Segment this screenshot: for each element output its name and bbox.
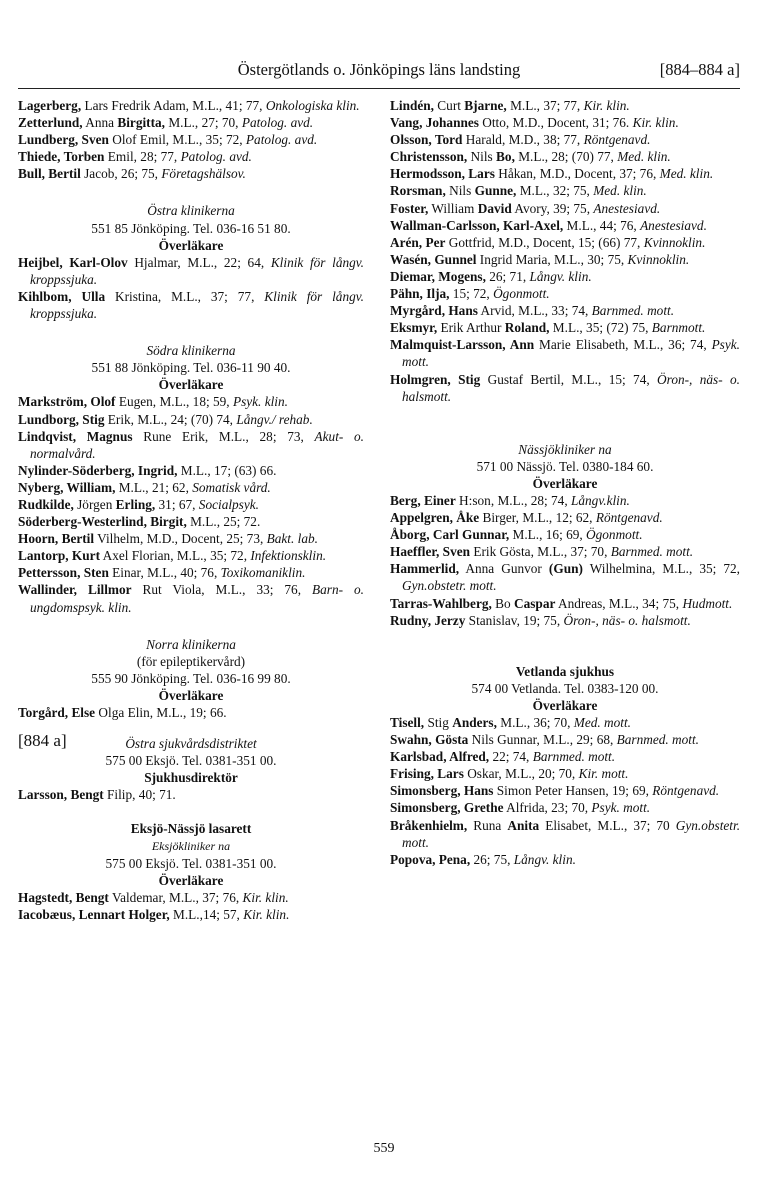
entry-details: Erik Arthur [437, 320, 505, 336]
entry-details: 26; 71, [485, 268, 530, 284]
entry-details: Nils Gunnar, M.L., 29; 68, [468, 732, 617, 748]
entry-details: M.L., 16; 69, [509, 527, 587, 543]
entry-details: Nils [467, 149, 497, 165]
entry-name: Zetterlund, [18, 115, 83, 131]
directory-entry [390, 817, 740, 851]
address-district: 575 00 Eksjö. Tel. 0381-351 00. [105, 753, 277, 769]
entry-name-part: Anita [507, 817, 540, 833]
entry-name: Simonsberg, Grethe [390, 800, 504, 816]
entry-name: Wallinder, Lillmor [18, 582, 132, 598]
entry-department: Långv./ rehab. [236, 411, 313, 427]
directory-entry [390, 319, 740, 336]
entry-department: Öron-, näs- o. halsmott. [563, 612, 691, 628]
entry-name-part: David [477, 200, 512, 216]
entry-name: Swahn, Gösta [390, 732, 469, 748]
entry-department: Röntgenavd. [652, 783, 720, 799]
entry-name: Hammerlid, [390, 561, 460, 577]
entry-name: Wasén, Gunnel [390, 251, 477, 267]
directory-entry [390, 114, 740, 131]
section-title-sodra: Södra klinikerna [146, 343, 236, 359]
entry-details: Lars Fredrik Adam, M.L., 41; 77, [81, 98, 266, 113]
directory-entry [390, 799, 740, 816]
entry-department: Barn- o. ungdomspsyk. klin. [30, 582, 364, 615]
address-eksjo: 575 00 Eksjö. Tel. 0381-351 00. [105, 855, 277, 871]
entry-details: Marie Elisabeth, M.L., 36; 74, [534, 337, 712, 353]
entry-details: Håkan, M.D., Docent, 37; 76, [494, 166, 660, 182]
directory-entry [390, 268, 740, 285]
entry-details: Bo [491, 595, 514, 611]
entry-list [18, 786, 364, 803]
section-title-ostra: Östra klinikerna [147, 203, 235, 219]
subtitle-eksjo: Eksjökliniker na [151, 838, 231, 853]
entry-name: Popova, Pena, [390, 851, 471, 867]
directory-entry [18, 462, 364, 479]
entry-name: Lundborg, Stig [18, 411, 105, 427]
entry-details-part: 31; 67, [155, 496, 199, 512]
entry-details: 22; 74, [489, 749, 533, 765]
header-code: [884–884 a] [659, 60, 740, 79]
directory-entry [18, 786, 364, 803]
entry-details: William [428, 200, 478, 216]
entry-department: Ögonmott. [493, 286, 550, 302]
entry-list [390, 714, 740, 868]
entry-department: Barnmed. mott. [532, 749, 616, 765]
entry-department: Psyk. mott. [402, 337, 740, 370]
entry-details: Jacob, 26; 75, [80, 166, 162, 182]
directory-entry [18, 131, 364, 148]
address-vetlanda: 574 00 Vetlanda. Tel. 0383-120 00. [471, 680, 659, 696]
directory-entry [390, 560, 740, 594]
entry-details: Olof Emil, M.L., 35; 72, [108, 132, 246, 148]
entry-details: Ingrid Maria, M.L., 30; 75, [476, 251, 628, 267]
section-title-norra: Norra klinikerna [146, 636, 236, 652]
entry-name: Lindqvist, Magnus [18, 428, 133, 444]
entry-name: Nylinder-Söderberg, Ingrid, [18, 462, 178, 478]
entry-name: Markström, Olof [18, 394, 116, 410]
directory-entry [390, 302, 740, 319]
entry-department: Patolog. avd. [180, 149, 252, 165]
directory-entry [390, 612, 740, 629]
district-code: [884 a] [18, 731, 67, 751]
entry-name: Pähn, Ilja, [390, 286, 450, 302]
entry-name: Frising, Lars [390, 766, 464, 782]
entry-details: Arvid, M.L., 33; 74, [477, 303, 592, 319]
entry-name: Bull, Bertil [18, 166, 81, 182]
entry-details: M.L., 21; 62, [115, 479, 193, 495]
entry-name: Pettersson, Sten [18, 565, 109, 581]
entry-name-part: Bjarne, [464, 98, 507, 113]
entry-details: Jörgen [73, 496, 116, 512]
directory-entry [18, 393, 364, 410]
entry-name: Olsson, Tord [390, 132, 463, 148]
section-title-nassjo: Nässjökliniker na [518, 441, 612, 457]
entry-name-part: Roland, [504, 320, 550, 336]
entry-name: Tarras-Wahlberg, [390, 595, 492, 611]
entry-department: Hudmott. [682, 595, 733, 611]
entry-department: Barnmed. mott. [616, 732, 699, 748]
entry-details: Filip, 40; 71. [103, 787, 176, 803]
entry-name: Rudkilde, [18, 496, 74, 512]
directory-entry [390, 131, 740, 148]
directory-entry [18, 165, 364, 182]
page-header [18, 60, 740, 82]
entry-name: Bråkenhielm, [390, 817, 468, 833]
directory-entry [18, 479, 364, 496]
directory-entry [18, 114, 364, 131]
entry-name: Arén, Per [390, 234, 446, 250]
entry-details: Alfrida, 23; 70, [503, 800, 592, 816]
entry-department: Bakt. lab. [266, 531, 318, 547]
directory-entry [18, 581, 364, 615]
entry-details-part: M.L., 28; (70) 77, [514, 149, 618, 165]
address-ostra: 551 85 Jönköping. Tel. 036-16 51 80. [91, 220, 291, 236]
entry-department: Barnmott. [651, 320, 706, 336]
entry-details: Oskar, M.L., 20; 70, [463, 766, 579, 782]
entry-name: Söderberg-Westerlind, Birgit, [18, 514, 187, 530]
entry-details-part: M.L., 37; 77, [506, 98, 584, 113]
entry-details-part: M.L., 32; 75, [516, 183, 594, 199]
entry-name: Simonsberg, Hans [390, 783, 494, 799]
directory-entry [390, 217, 740, 234]
entry-details: Axel Florian, M.L., 35; 72, [100, 548, 251, 564]
entry-name: Haeffler, Sven [390, 544, 471, 560]
entry-details: Einar, M.L., 40; 76, [108, 565, 221, 581]
entry-department: Barnmed. mott. [610, 544, 694, 560]
directory-entry [390, 336, 740, 370]
entry-name: Lantorp, Kurt [18, 548, 101, 564]
entry-details: Rut Viola, M.L., 33; 76, [131, 582, 313, 598]
entry-department: Kir. klin. [632, 115, 679, 131]
entry-department: Gyn.obstetr. mott. [402, 817, 741, 850]
entry-name: Hagstedt, Bengt [18, 889, 109, 905]
entry-department: Långv. klin. [513, 851, 576, 867]
entry-details: Curt [433, 98, 465, 113]
entry-details: Otto, M.D., Docent, 31; 76. [478, 115, 633, 131]
section-title-vetlanda: Vetlanda sjukhus [515, 663, 615, 679]
entry-name: Torgård, Else [18, 705, 96, 720]
entry-details: 26; 75, [470, 851, 514, 867]
entry-name: Berg, Einer [390, 492, 456, 508]
entry-details-part: Elisabet, M.L., 37; 70 [539, 817, 676, 833]
entry-list [18, 254, 364, 322]
directory-entry [18, 148, 364, 165]
entry-details: Stanislav, 19; 75, [465, 612, 564, 628]
entry-department: Med. klin. [617, 149, 671, 165]
entry-details: Erik Gösta, M.L., 37; 70, [470, 544, 611, 560]
role-norra: Överläkare [158, 687, 224, 703]
directory-entry [18, 513, 364, 530]
entry-department: Barnmed. mott. [591, 303, 675, 319]
entry-department: Med. klin. [659, 166, 714, 182]
entry-list [18, 704, 364, 721]
entry-details: Vilhelm, M.D., Docent, 25; 73, [94, 531, 267, 547]
directory-entry [18, 530, 364, 547]
entry-details: M.L., 17; (63) 66. [177, 462, 277, 478]
entry-name: Nyberg, William, [18, 479, 116, 495]
directory-entry [18, 906, 364, 923]
entry-department: Långv.klin. [570, 492, 630, 508]
directory-entry [18, 496, 364, 513]
entry-department: Kir. mott. [578, 766, 629, 782]
directory-entry [390, 526, 740, 543]
entry-details: Simon Peter Hansen, 19; 69, [493, 783, 653, 799]
entry-name: Vang, Johannes [390, 115, 479, 131]
entry-department: Akut- o. normalvård. [30, 428, 364, 461]
district-title: Östra sjukvårdsdistriktet [125, 736, 257, 752]
directory-entry [18, 704, 364, 721]
entry-department: Kvinnoklin. [627, 251, 690, 267]
entry-department: Med. mott. [573, 715, 631, 730]
entry-details: Anna Gunvor [459, 561, 549, 577]
entry-details: Birger, M.L., 12; 62, [479, 510, 596, 526]
entry-name: Christensson, [390, 149, 468, 165]
directory-entry [18, 428, 364, 462]
directory-entry [390, 234, 740, 251]
directory-entry [390, 731, 740, 748]
role-district: Sjukhusdirektör [144, 770, 238, 786]
entry-name-part: Caspar [514, 595, 556, 611]
left-column [18, 97, 364, 923]
entry-name: Heijbel, Karl-Olov [18, 254, 128, 270]
entry-details: Valdemar, M.L., 37; 76, [108, 889, 243, 905]
entry-details: 15; 72, [449, 286, 494, 302]
entry-department: Företagshälsov. [161, 166, 246, 182]
entry-details: M.L.,14; 57, [169, 906, 244, 922]
entry-department: Öron-, näs- o. halsmott. [402, 371, 740, 404]
entry-details: Kristina, M.L., 37; 77, [105, 288, 265, 304]
entry-details: Harald, M.D., 38; 77, [462, 132, 584, 148]
directory-entry [18, 564, 364, 581]
entry-name: Rudny, Jerzy [390, 612, 466, 628]
directory-entry [390, 97, 740, 114]
entry-department: Gyn.obstetr. mott. [402, 578, 497, 594]
entry-details-part: M.L., 27; 70, [165, 115, 242, 131]
entry-name: Kihlbom, Ulla [18, 288, 106, 304]
entry-details: Anna [82, 115, 118, 131]
entry-name-part: Erling, [115, 496, 156, 512]
entry-list [390, 97, 740, 405]
entry-details: Emil, 28; 77, [104, 149, 181, 165]
entry-department: Anestesiavd. [593, 200, 661, 216]
entry-details: Gustaf Bertil, M.L., 15; 74, [480, 371, 658, 387]
entry-list [18, 97, 364, 182]
entry-department: Patolog. avd. [245, 132, 318, 148]
entry-name: Lagerberg, [18, 98, 82, 113]
directory-entry [390, 148, 740, 165]
entry-details-part: M.L., 35; (72) 75, [549, 320, 652, 336]
directory-entry [390, 595, 740, 612]
directory-entry [390, 200, 740, 217]
entry-name-part: (Gun) [548, 561, 583, 577]
entry-department: Klinik för långv. kroppssjuka. [30, 288, 364, 322]
entry-name: Åborg, Carl Gunnar, [390, 527, 510, 543]
entry-department: Psyk. mott. [591, 800, 651, 816]
entry-name: Lindén, [390, 98, 434, 113]
directory-entry [390, 285, 740, 302]
entry-name: Wallman-Carlsson, Karl-Axel, [390, 217, 564, 233]
role-eksjo: Överläkare [158, 872, 224, 888]
directory-entry [18, 547, 364, 564]
entry-name-part: Gunne, [474, 183, 517, 199]
role-vetlanda: Överläkare [532, 697, 598, 713]
entry-name: Holmgren, Stig [390, 371, 481, 387]
entry-name-part: Bo, [496, 149, 515, 165]
district-heading [18, 731, 364, 752]
entry-details: Nils [445, 183, 475, 199]
right-column [390, 97, 740, 868]
directory-entry [18, 97, 364, 114]
entry-department: Med. klin. [593, 183, 647, 199]
entry-details: Eugen, M.L., 18; 59, [115, 394, 233, 410]
entry-details: Erik, M.L., 24; (70) 74, [104, 411, 237, 427]
entry-details: Rune Erik, M.L., 28; 73, [132, 428, 315, 444]
address-nassjo: 571 00 Nässjö. Tel. 0380-184 60. [476, 458, 654, 474]
entry-name: Hermodsson, Lars [390, 166, 495, 182]
entry-department: Klinik för långv. kroppssjuka. [30, 254, 365, 287]
directory-entry [390, 509, 740, 526]
entry-details: M.L., 44; 76, [563, 217, 641, 233]
entry-name: Lundberg, Sven [18, 132, 109, 148]
entry-name: Foster, [390, 200, 429, 216]
entry-name: Diemar, Mogens, [390, 268, 486, 284]
entry-name: Rorsman, [390, 183, 446, 199]
entry-name: Larsson, Bengt [18, 787, 104, 803]
directory-entry [390, 165, 740, 182]
directory-entry [390, 543, 740, 560]
entry-details: M.L., 25; 72. [186, 514, 261, 530]
directory-entry [390, 765, 740, 782]
entry-department: Onkologiska klin. [265, 98, 360, 113]
entry-department: Kir. klin. [583, 98, 630, 113]
entry-name: Karlsbad, Alfred, [390, 749, 490, 765]
entry-department: Psyk. klin. [232, 394, 288, 410]
entry-name-part: Anders, [452, 715, 497, 730]
subtitle-norra: (för epileptikervård) [136, 653, 246, 669]
entry-name: Iacobæus, Lennart Holger, [18, 906, 170, 922]
entry-name: Eksmyr, [390, 320, 438, 336]
address-sodra: 551 88 Jönköping. Tel. 036-11 90 40. [91, 360, 291, 376]
role-ostra: Överläkare [158, 237, 224, 253]
role-nassjo: Överläkare [532, 475, 598, 491]
entry-details: H:son, M.L., 28; 74, [455, 492, 571, 508]
header-title: Östergötlands o. Jönköpings läns landsting [237, 60, 521, 79]
section-title-eksjo: Eksjö-Nässjö lasarett [130, 821, 252, 837]
directory-entry [390, 714, 740, 731]
directory-entry [18, 254, 364, 288]
directory-entry [390, 251, 740, 268]
entry-department: Somatisk vård. [192, 479, 271, 495]
entry-department: Röntgenavd. [595, 510, 663, 526]
entry-details-part: Avory, 39; 75, [511, 200, 594, 216]
directory-entry [390, 851, 740, 868]
directory-entry [18, 889, 364, 906]
directory-entry [390, 748, 740, 765]
page-number: 559 [373, 1141, 395, 1156]
entry-details-part: M.L., 36; 70, [496, 715, 574, 730]
entry-details-part: Andreas, M.L., 34; 75, [555, 595, 683, 611]
address-norra: 555 90 Jönköping. Tel. 036-16 99 80. [91, 670, 291, 686]
entry-department: Patolog. avd. [241, 115, 314, 131]
entry-list [18, 889, 364, 923]
entry-name: Hoorn, Bertil [18, 531, 95, 547]
entry-details: Runa [467, 817, 508, 833]
entry-department: Röntgenavd. [583, 132, 651, 148]
directory-entry [390, 371, 740, 405]
entry-details: Gottfrid, M.D., Docent, 15; (66) 77, [445, 234, 644, 250]
entry-list [18, 393, 364, 615]
entry-department: Toxikomaniklin. [220, 565, 306, 581]
header-rule [18, 88, 740, 89]
entry-details: Hjalmar, M.L., 22; 64, [127, 254, 271, 270]
entry-department: Kir. klin. [243, 906, 290, 922]
entry-name: Appelgren, Åke [390, 510, 480, 526]
entry-details-part: Wilhelmina, M.L., 35; 72, [582, 561, 740, 577]
entry-department: Långv. klin. [529, 268, 592, 284]
entry-name: Myrgård, Hans [390, 303, 478, 319]
entry-department: Anestesiavd. [640, 217, 707, 233]
role-sodra: Överläkare [158, 377, 224, 393]
entry-details: Olga Elin, M.L., 19; 66. [95, 705, 227, 720]
entry-name: Tisell, [390, 715, 425, 730]
directory-entry [18, 411, 364, 428]
entry-name: Malmquist-Larsson, Ann [390, 337, 535, 353]
directory-entry [390, 182, 740, 199]
entry-department: Ögonmott. [586, 527, 643, 543]
entry-name-part: Birgitta, [117, 115, 165, 131]
directory-entry [18, 288, 364, 322]
entry-department: Infektionsklin. [250, 548, 327, 564]
entry-department: Socialpsyk. [198, 496, 259, 512]
entry-department: Kir. klin. [242, 889, 289, 905]
directory-entry [390, 782, 740, 799]
entry-list [390, 492, 740, 629]
entry-department: Kvinnoklin. [643, 234, 706, 250]
entry-name: Thiede, Torben [18, 149, 105, 165]
directory-entry [390, 492, 740, 509]
entry-details: Stig [424, 715, 453, 730]
